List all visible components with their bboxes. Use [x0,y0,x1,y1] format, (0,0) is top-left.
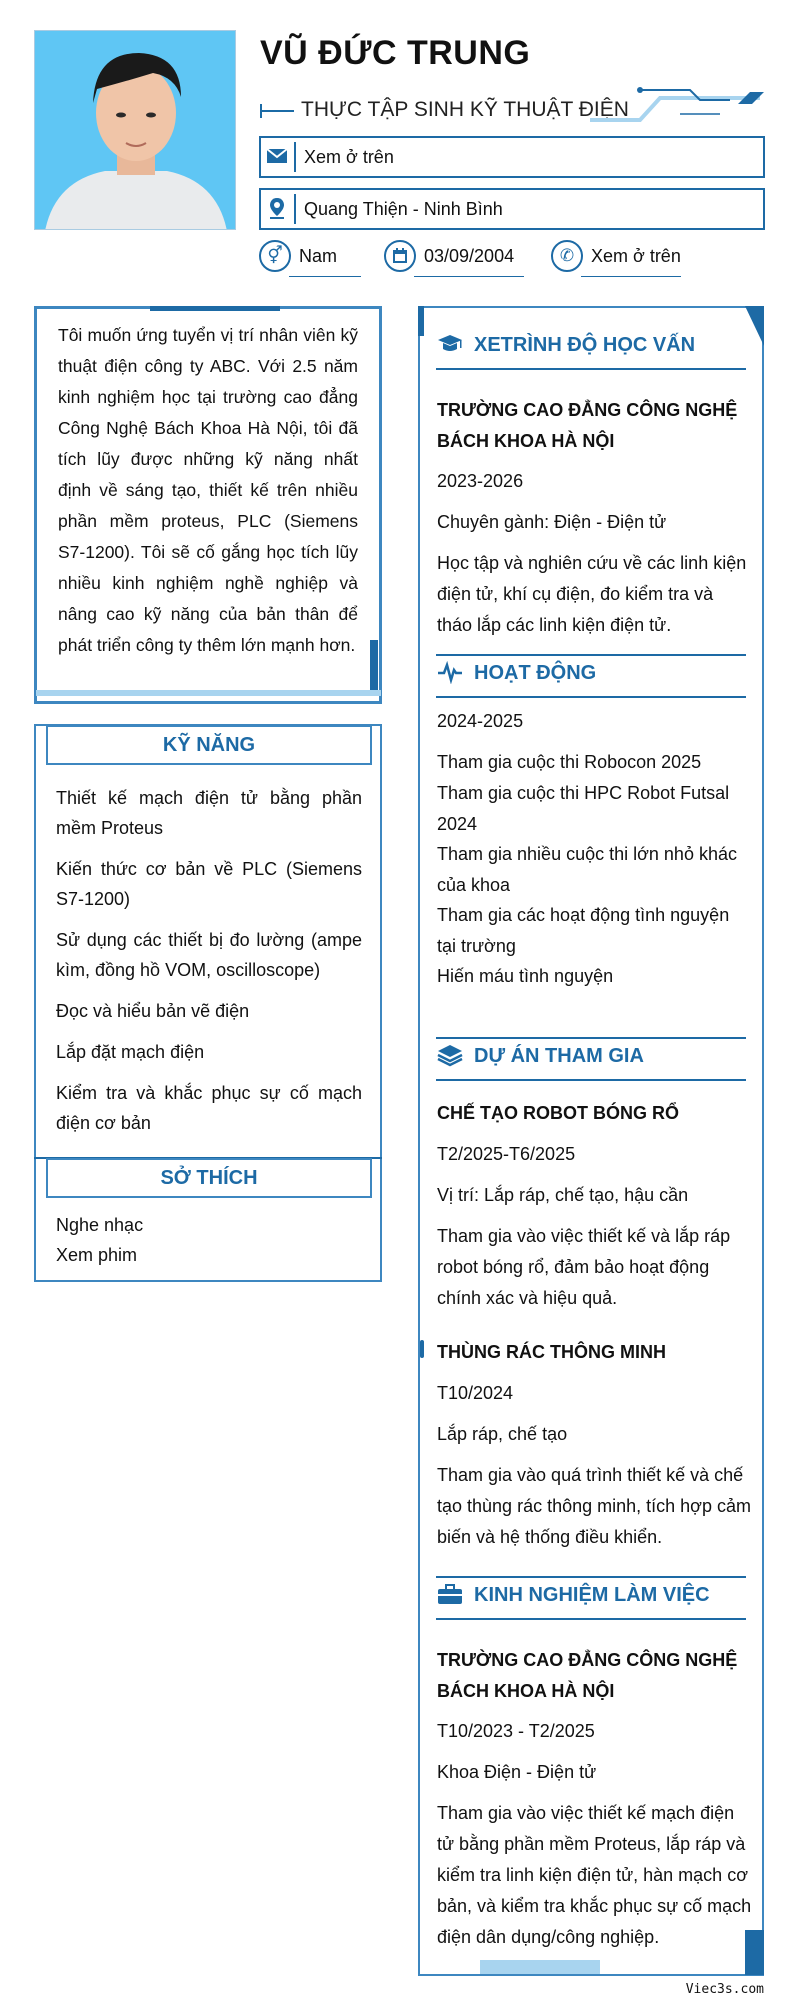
intro-paragraph: Tôi muốn ứng tuyển vị trí nhân viên kỹ thuật điện công ty ABC. Với 2.5 năm kinh nghiệm học tại trường cao đẳng Công Nghệ Bách Khoa Hà Nội, tôi đã tích lũy được những kỹ năng nhất định về sáng tạo, thiết kế trên nhiều phần mềm proteus, PLC (Siemens S7-1200). Tôi sẽ cố gắng học tích lũy nhiều kinh nghiệm nghề nghiệp và nâng cao kỹ năng của bản thân để phát triển công ty thêm lớn mạnh hơn. [58,325,358,655]
skill-item: Thiết kế mạch điện tử bằng phần mềm Proteus [56,788,362,838]
project-name: CHẾ TẠO ROBOT BÓNG RỔ [437,1103,679,1123]
email-field [259,136,765,178]
watermark: Viec3s.com [685,1982,764,1997]
hobby-item: Xem phim [56,1245,138,1265]
frame-decoration [480,1960,600,1974]
activity-item: Tham gia nhiều cuộc thi lớn nhỏ khác của khoa [437,844,737,895]
skill-item: Đọc và hiểu bản vẽ điện [56,1001,250,1021]
job-title: THỰC TẬP SINH KỸ THUẬT ĐIỆN [301,98,629,121]
experience-description: Tham gia vào việc thiết kế mạch điện tử bằng phần mềm Proteus, lắp ráp và kiểm tra linh kiện điện tử, hàn mạch cơ bản, và kiểm tra khắc phục sự cố mạch điện dân dụng/công nghiệp. [437,1803,752,1947]
location-pin-icon [265,196,289,220]
education-school: TRƯỜNG CAO ĐẲNG CÔNG NGHỆ BÁCH KHOA HÀ NỘI [437,400,738,451]
phone-value: Xem ở trên [591,246,681,266]
experience-heading [436,1580,746,1616]
gender-item [259,240,369,280]
birthday-value: 03/09/2004 [424,246,515,266]
section-divider [436,1576,746,1578]
frame-decoration [420,1340,424,1358]
address-value: Quang Thiện - Ninh Bình [304,199,503,219]
phone-item [551,240,691,280]
project-description: Tham gia vào việc thiết kế và lắp ráp robot bóng rổ, đảm bảo hoạt động chính xác và hiệu quả. [437,1226,731,1308]
circuit-decoration [580,86,770,126]
project-name: THÙNG RÁC THÔNG MINH [437,1342,666,1362]
activity-item: Hiến máu tình nguyện [437,966,614,986]
frame-decoration [150,306,280,311]
section-divider [436,654,746,656]
frame-decoration [418,306,424,336]
graduation-cap-icon [436,332,464,360]
skill-item: Kiểm tra và khắc phục sự cố mạch điện cơ bản [56,1083,362,1133]
phone-icon: ✆ [551,240,583,272]
envelope-icon [265,144,289,168]
project-description: Tham gia vào quá trình thiết kế và chế tạo thùng rác thông minh, tích hợp cảm biến và hệ thống điều khiển. [437,1465,751,1547]
project-period: T2/2025-T6/2025 [437,1144,576,1164]
profile-photo [34,30,236,230]
skills-heading: KỸ NĂNG [46,725,372,765]
skill-item: Sử dụng các thiết bị đo lường (ampe kìm, đồng hồ VOM, oscilloscope) [56,930,362,980]
gender-icon: ⚥ [259,240,291,272]
education-title: XETRÌNH ĐỘ HỌC VẤN [474,334,696,356]
frame-decoration [370,640,378,690]
field-separator [294,194,296,224]
skill-item: Lắp đặt mạch điện [56,1042,205,1062]
title-line-decoration [260,110,294,112]
project-role: Vị trí: Lắp ráp, chế tạo, hậu cần [437,1185,689,1205]
projects-heading [436,1041,746,1077]
address-field [259,188,765,230]
frame-decoration [36,690,381,696]
heading-underline [436,1079,746,1081]
heading-underline [436,368,746,370]
section-divider [436,1037,746,1039]
education-major: Chuyên gành: Điện - Điện tử [437,512,667,532]
candidate-name: VŨ ĐỨC TRUNG [260,34,531,72]
activity-item: Tham gia cuộc thi HPC Robot Futsal 2024 [437,783,730,834]
pulse-icon [436,660,464,688]
underline [414,276,524,277]
field-separator [294,142,296,172]
hobbies-heading: SỞ THÍCH [46,1158,372,1198]
experience-company: TRƯỜNG CAO ĐẲNG CÔNG NGHỆ BÁCH KHOA HÀ NỘI [437,1650,738,1701]
underline [289,276,361,277]
projects-title: DỰ ÁN THAM GIA [474,1045,644,1067]
education-period: 2023-2026 [437,471,524,491]
activities-period: 2024-2025 [437,711,524,731]
experience-period: T10/2023 - T2/2025 [437,1721,595,1741]
birthday-item [384,240,534,280]
education-heading [436,330,746,366]
briefcase-icon [436,1582,464,1610]
project-role: Lắp ráp, chế tạo [437,1424,568,1444]
activity-item: Tham gia cuộc thi Robocon 2025 [437,752,702,772]
heading-underline [436,696,746,698]
skill-item: Kiến thức cơ bản về PLC (Siemens S7-1200) [56,859,362,909]
activity-item: Tham gia các hoạt động tình nguyện tại trường [437,905,730,956]
heading-underline [436,1618,746,1620]
experience-title: KINH NGHIỆM LÀM VIỆC [474,1584,710,1606]
gender-value: Nam [299,246,338,266]
email-value: Xem ở trên [304,147,394,167]
underline [581,276,681,277]
activities-title: HOẠT ĐỘNG [474,662,597,684]
hobby-item: Nghe nhạc [56,1215,144,1235]
activities-heading [436,658,746,694]
experience-department: Khoa Điện - Điện tử [437,1762,597,1782]
layers-icon [436,1043,464,1071]
project-period: T10/2024 [437,1383,514,1403]
calendar-icon [384,240,416,272]
education-description: Học tập và nghiên cứu về các linh kiện điện tử, khí cụ điện, đo kiểm tra và tháo lắp các linh kiện điện tử. [437,553,747,635]
